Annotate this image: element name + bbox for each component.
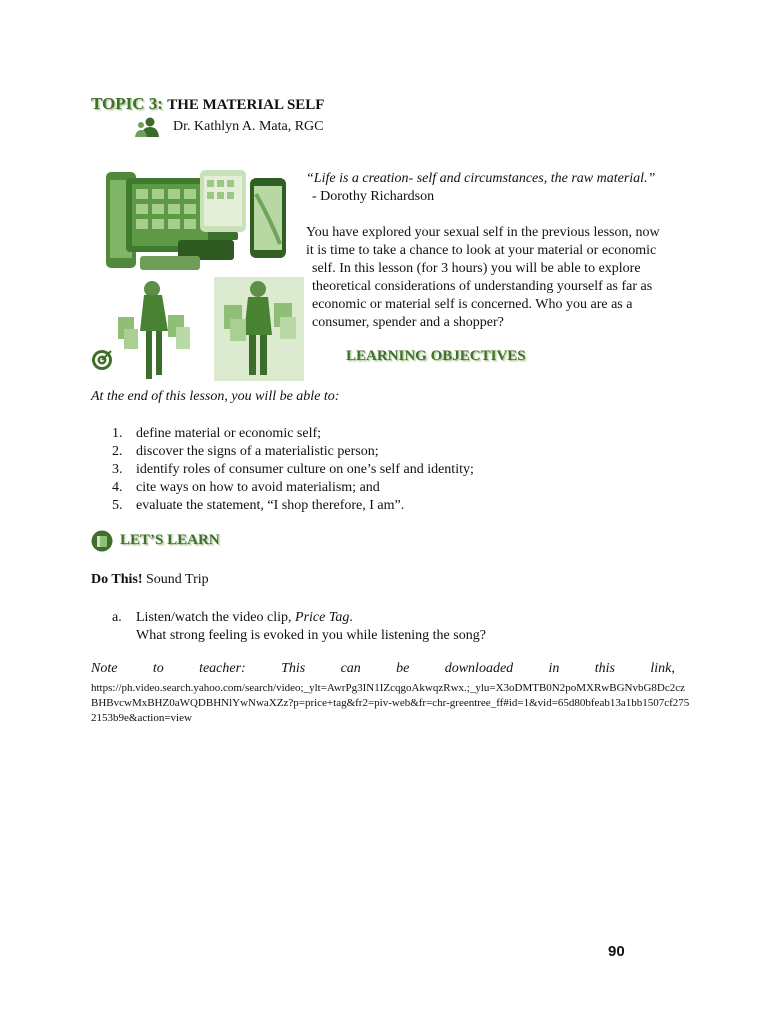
intro-line: theoretical considerations of understanding yourself as far as	[312, 279, 653, 294]
shoppers-image	[110, 275, 306, 385]
quote-author: - Dorothy Richardson	[312, 189, 435, 204]
topic-label: TOPIC 3:	[91, 94, 163, 113]
song-title: Price Tag	[295, 610, 350, 625]
do-this-label: Do This!	[91, 572, 143, 587]
do-this-title: Sound Trip	[142, 572, 209, 587]
item-instruction: Listen/watch the video clip, Price Tag.	[136, 610, 353, 625]
page-number: 90	[608, 943, 625, 960]
item-number: 1.	[112, 426, 123, 441]
list-item	[112, 443, 474, 461]
intro-line: You have explored your sexual self in the previous lesson, now	[306, 225, 660, 240]
intro-line: self. In this lesson (for 3 hours) you will be able to explore	[312, 261, 641, 276]
intro-line: consumer, spender and a shopper?	[312, 315, 504, 330]
item-mark: a.	[112, 610, 122, 625]
topic-heading	[91, 94, 324, 114]
item-number: 4.	[112, 480, 123, 495]
person-icon	[133, 116, 161, 138]
list-item	[112, 461, 474, 479]
intro-line: it is time to take a chance to look at your material or economic	[306, 243, 657, 258]
teacher-note: Note to teacher: This can be downloaded in this link,	[91, 661, 675, 676]
item-number: 3.	[112, 462, 123, 477]
item-question: What strong feeling is evoked in you while listening the song?	[136, 628, 486, 643]
learning-objectives-heading: LEARNING OBJECTIVES	[346, 348, 526, 364]
activity-item	[112, 609, 486, 645]
list-item	[112, 479, 474, 497]
item-text: evaluate the statement, “I shop therefore, I am”.	[136, 498, 405, 513]
topic-title: THE MATERIAL SELF	[167, 97, 325, 113]
item-text: identify roles of consumer culture on one’s self and identity;	[136, 462, 474, 477]
target-icon	[91, 349, 113, 376]
item-number: 2.	[112, 444, 123, 459]
author-name: Dr. Kathlyn A. Mata, RGC	[173, 119, 324, 134]
quote-text: “Life is a creation- self and circumstances, the raw material.”	[306, 171, 656, 186]
item-number: 5.	[112, 498, 123, 513]
intro-line: economic or material self is concerned. Who you are as a	[312, 297, 633, 312]
objectives-list	[112, 425, 474, 515]
item-text: discover the signs of a materialistic person;	[136, 444, 379, 459]
devices-image	[104, 164, 300, 274]
do-this-heading	[91, 572, 209, 588]
item-text: define material or economic self;	[136, 426, 322, 441]
list-item	[112, 425, 474, 443]
video-link[interactable]: https://ph.video.search.yahoo.com/search/video;_ylt=AwrPg3IN1IZcqgoAkwqzRwx.;_ylu=X3oDMTB0N2poMXRwBGNvbG8Dc2czBHBvcwMxBHZ0aWQDBHNlYwNwaXZz?p=price+tag&fr2=piv-web&fr=chr-greentree_ff#id=1&vid=65d80bfeab13a1bb1507cf2752153b9e&action=view	[91, 682, 690, 724]
author-row	[133, 116, 324, 138]
objectives-intro: At the end of this lesson, you will be able to:	[91, 389, 340, 404]
list-item	[112, 497, 474, 515]
book-icon	[91, 530, 113, 557]
lets-learn-heading: LET’S LEARN	[120, 532, 220, 548]
item-text: cite ways on how to avoid materialism; and	[136, 480, 380, 495]
